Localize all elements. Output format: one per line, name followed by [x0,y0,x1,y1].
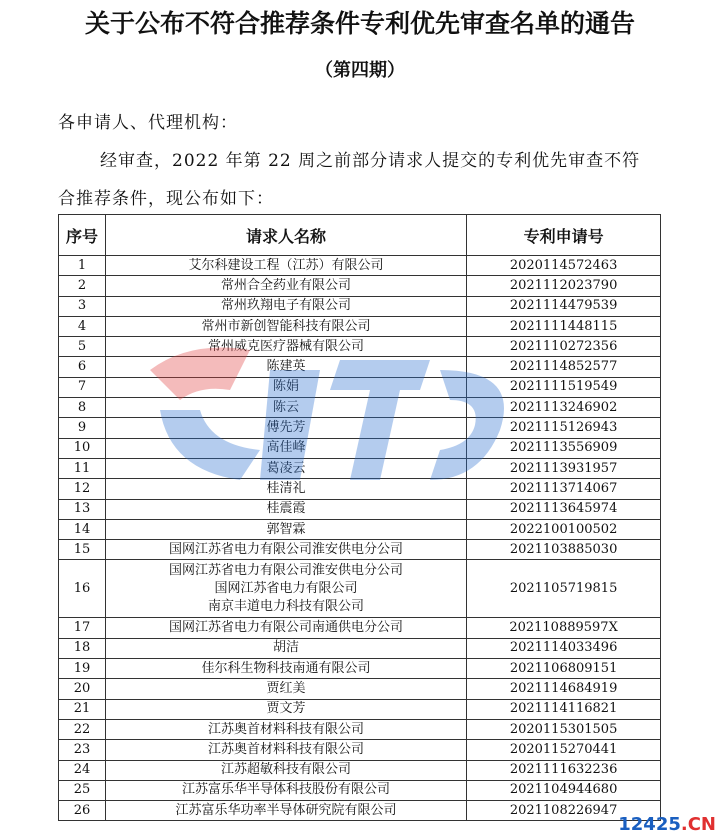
requester-name: 江苏超敏科技有限公司 [221,762,352,778]
requester-name: 常州市新创智能科技有限公司 [201,318,371,334]
requester-name: 贾红美 [266,680,306,696]
row-requester [105,377,466,397]
requester-name: 佳尔科生物科技南通有限公司 [201,660,371,676]
requester-name: 艾尔科建设工程（江苏）有限公司 [188,257,384,273]
row-app-number: 2020114572463 [467,256,661,276]
row-app-number: 2021104944680 [467,780,661,800]
table-row [59,801,661,821]
requester-name: 国网江苏省电力有限公司 [214,580,358,596]
row-app-number: 2021103885030 [467,540,661,560]
row-app-number: 2020115270441 [467,740,661,760]
row-app-number: 2021115126943 [467,418,661,438]
table-row [59,618,661,638]
row-serial: 2 [59,276,106,296]
row-requester [105,659,466,679]
table-row [59,296,661,316]
row-app-number: 2021112023790 [467,276,661,296]
row-serial: 25 [59,780,106,800]
row-serial: 26 [59,801,106,821]
table-row [59,438,661,458]
row-serial: 8 [59,398,106,418]
row-app-number: 2020115301505 [467,719,661,739]
requester-name: 郭智霖 [266,521,306,537]
row-app-number: 2021113931957 [467,458,661,478]
requester-name: 贾文芳 [266,701,306,717]
requester-name: 高佳峰 [266,440,306,456]
site-brand-number: 12425 [618,814,681,835]
table-row [59,357,661,377]
requester-name: 江苏富乐华功率半导体研究院有限公司 [175,802,397,818]
row-app-number: 2021113246902 [467,398,661,418]
row-serial: 3 [59,296,106,316]
row-requester [105,699,466,719]
row-requester [105,357,466,377]
row-requester [105,719,466,739]
table-row [59,519,661,539]
table-row [59,458,661,478]
table-row [59,719,661,739]
row-app-number: 2021110272356 [467,337,661,357]
requester-name: 国网江苏省电力有限公司淮安供电分公司 [169,541,404,557]
row-serial: 16 [59,560,106,618]
body-line-2: 合推荐条件，现公布如下： [58,189,274,209]
table-row [59,760,661,780]
row-serial: 4 [59,316,106,336]
row-requester [105,540,466,560]
row-serial: 18 [59,638,106,658]
requester-name: 葛凌云 [266,460,306,476]
row-requester [105,519,466,539]
row-app-number: 2021114116821 [467,699,661,719]
requester-name: 江苏奥首材料科技有限公司 [208,741,365,757]
row-requester [105,638,466,658]
row-app-number: 2021114684919 [467,679,661,699]
row-requester [105,479,466,499]
table-row [59,377,661,397]
row-app-number: 202110889597X [467,618,661,638]
table-row [59,256,661,276]
header-serial: 序号 [59,215,106,256]
requester-name: 陈娟 [273,379,300,395]
requester-name: 常州威克医疗器械有限公司 [208,338,365,354]
requester-name: 常州合全药业有限公司 [221,277,352,293]
row-requester [105,499,466,519]
row-serial: 24 [59,760,106,780]
row-serial: 21 [59,699,106,719]
row-app-number: 2021114033496 [467,638,661,658]
row-app-number: 2021114852577 [467,357,661,377]
row-requester [105,760,466,780]
row-app-number: 2022100100502 [467,519,661,539]
row-requester [105,780,466,800]
row-serial: 7 [59,377,106,397]
site-brand [618,814,716,835]
greeting: 各申请人、代理机构： [58,113,238,133]
row-app-number: 2021111448115 [467,316,661,336]
header-app-number: 专利申请号 [467,215,661,256]
row-serial: 15 [59,540,106,560]
site-brand-tld: .CN [680,814,716,835]
row-serial: 12 [59,479,106,499]
table-row [59,479,661,499]
row-app-number: 2021113645974 [467,499,661,519]
row-requester [105,398,466,418]
row-requester [105,316,466,336]
table-row [59,398,661,418]
row-serial: 1 [59,256,106,276]
row-requester [105,679,466,699]
table-row [59,699,661,719]
row-requester [105,618,466,638]
row-serial: 20 [59,679,106,699]
row-requester [105,438,466,458]
row-app-number: 2021105719815 [467,560,661,618]
row-serial: 5 [59,337,106,357]
table-row [59,659,661,679]
row-requester [105,337,466,357]
row-serial: 14 [59,519,106,539]
row-serial: 17 [59,618,106,638]
requester-name: 傅先芳 [266,420,306,436]
row-requester [105,276,466,296]
page-subtitle: （第四期） [315,60,405,81]
table-row [59,780,661,800]
requester-name: 南京丰道电力科技有限公司 [208,598,365,614]
row-serial: 19 [59,659,106,679]
row-app-number: 2021114479539 [467,296,661,316]
row-serial: 23 [59,740,106,760]
row-app-number: 2021111632236 [467,760,661,780]
requester-name: 常州玖翔电子有限公司 [221,298,352,314]
row-app-number: 2021108226947 [467,801,661,821]
table-header-row [59,215,661,256]
requester-name: 胡洁 [273,640,300,656]
row-serial: 10 [59,438,106,458]
requester-name: 桂清礼 [266,480,306,496]
requester-name: 桂震霞 [266,501,306,517]
table-row [59,560,661,618]
table-row [59,679,661,699]
row-app-number: 2021111519549 [467,377,661,397]
row-serial: 22 [59,719,106,739]
row-requester [105,740,466,760]
row-app-number: 2021106809151 [467,659,661,679]
page-title: 关于公布不符合推荐条件专利优先审查名单的通告 [84,9,635,38]
row-requester [105,560,466,618]
table-row [59,499,661,519]
table-row [59,740,661,760]
requester-name: 国网江苏省电力有限公司南通供电分公司 [169,620,404,636]
row-serial: 6 [59,357,106,377]
table-row [59,540,661,560]
body-line-1: 经审查，2022 年第 22 周之前部分请求人提交的专利优先审查不符 [100,151,641,171]
row-serial: 11 [59,458,106,478]
row-app-number: 2021113714067 [467,479,661,499]
table-row [59,337,661,357]
header-requester: 请求人名称 [105,215,466,256]
requester-name: 陈云 [273,399,300,415]
row-serial: 9 [59,418,106,438]
row-requester [105,458,466,478]
table-row [59,316,661,336]
rejection-table [58,214,661,821]
row-requester [105,256,466,276]
requester-name: 国网江苏省电力有限公司淮安供电分公司 [169,562,404,578]
table-row [59,418,661,438]
requester-name: 陈建英 [266,359,306,375]
row-requester [105,418,466,438]
table-row [59,276,661,296]
row-requester [105,296,466,316]
requester-name: 江苏奥首材料科技有限公司 [208,721,365,737]
table-row [59,638,661,658]
requester-name: 江苏富乐华半导体科技股份有限公司 [182,782,391,798]
row-app-number: 2021113556909 [467,438,661,458]
row-requester [105,801,466,821]
row-serial: 13 [59,499,106,519]
